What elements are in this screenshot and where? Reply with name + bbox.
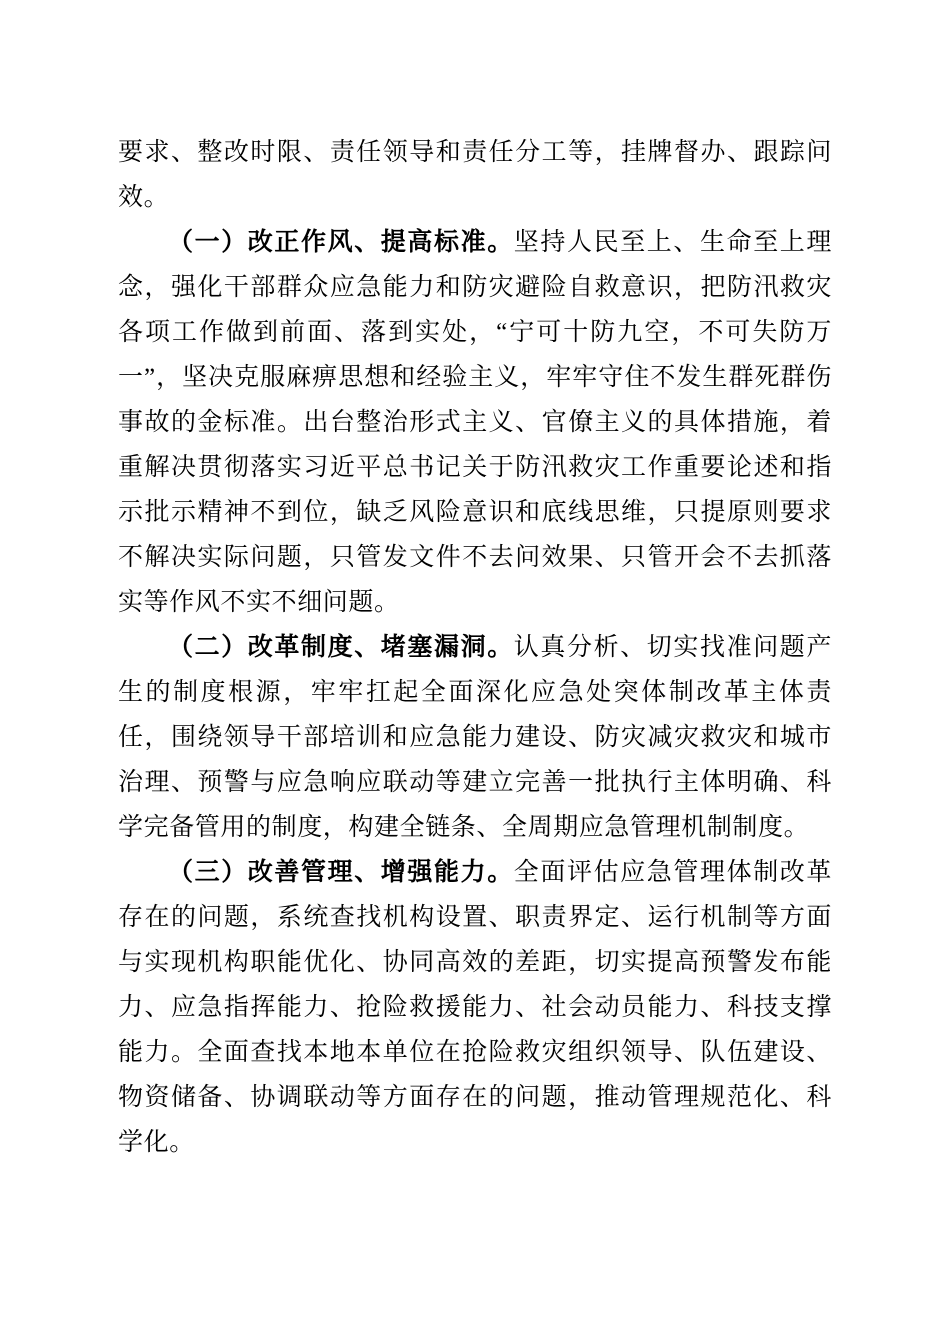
paragraph-lead: （一）改正作风、提高标准。 xyxy=(168,229,514,256)
paragraph-section-1 xyxy=(118,220,832,625)
paragraph-text: 认真分析、切实找准问题产生的制度根源，牢牢扛起全面深化应急处突体制改革主体责任，围绕领导干部培训和应急能力建设、防灾减灾救灾和城市治理、预警与应急响应联动等建立完善一批执行主体明确、科学完备管用的制度，构建全链条、全周期应急管理机制制度。 xyxy=(118,634,832,841)
paragraph-text: 坚持人民至上、生命至上理念，强化干部群众应急能力和防灾避险自救意识，把防汛救灾各项工作做到前面、落到实处，“宁可十防九空，不可失防万一”，坚决克服麻痹思想和经验主义，牢牢守住不发生群死群伤事故的金标准。出台整治形式主义、官僚主义的具体措施，着重解决贯彻落实习近平总书记关于防汛救灾工作重要论述和指示批示精神不到位，缺乏风险意识和底线思维，只提原则要求不解决实际问题，只管发文件不去问效果、只管开会不去抓落实等作风不实不细问题。 xyxy=(118,229,832,616)
paragraph-continuation xyxy=(118,130,832,220)
paragraph-section-3 xyxy=(118,850,832,1165)
paragraph-lead: （三）改善管理、增强能力。 xyxy=(168,859,514,886)
paragraph-text: 要求、整改时限、责任领导和责任分工等，挂牌督办、跟踪问效。 xyxy=(118,139,832,211)
paragraph-section-2 xyxy=(118,625,832,850)
paragraph-text: 全面评估应急管理体制改革存在的问题，系统查找机构设置、职责界定、运行机制等方面与实现机构职能优化、协同高效的差距，切实提高预警发布能力、应急指挥能力、抢险救援能力、社会动员能力、科技支撑能力。全面查找本地本单位在抢险救灾组织领导、队伍建设、物资储备、协调联动等方面存在的问题，推动管理规范化、科学化。 xyxy=(118,859,832,1156)
paragraph-lead: （二）改革制度、堵塞漏洞。 xyxy=(168,634,514,661)
